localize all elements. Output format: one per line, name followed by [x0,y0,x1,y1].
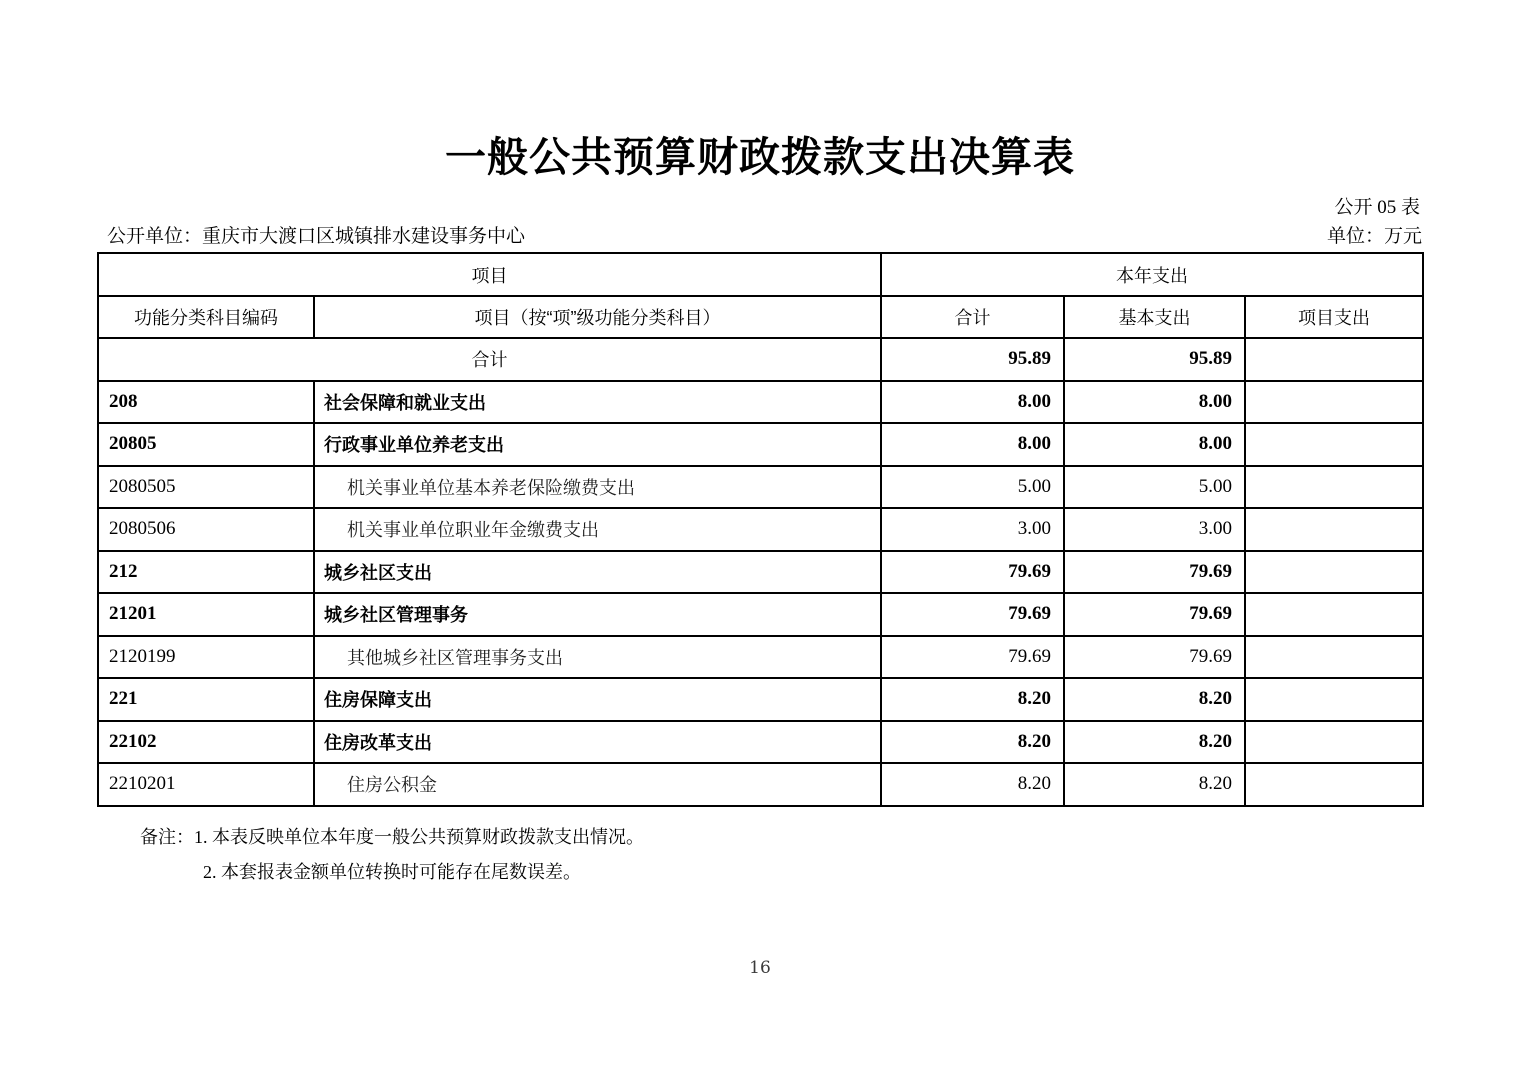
code-cell: 2080506 [98,508,314,551]
project-value-cell [1245,338,1423,381]
item-name-cell: 其他城乡社区管理事务支出 [314,636,881,679]
column-header-project: 项目支出 [1245,296,1423,338]
table-row [98,338,1423,381]
total-value-cell: 79.69 [881,551,1064,594]
page-number: 16 [749,958,771,978]
total-value-cell: 79.69 [881,636,1064,679]
note-text-1: 1. 本表反映单位本年度一般公共预算财政拨款支出情况。 [194,827,644,847]
basic-value-cell: 95.89 [1064,338,1245,381]
item-name-cell: 城乡社区管理事务 [314,593,881,636]
code-cell: 21201 [98,593,314,636]
basic-value-cell: 8.00 [1064,381,1245,424]
basic-value-cell: 8.20 [1064,763,1245,806]
basic-value-cell: 8.20 [1064,678,1245,721]
item-name-cell: 社会保障和就业支出 [314,381,881,424]
column-header-basic: 基本支出 [1064,296,1245,338]
project-value-cell [1245,721,1423,764]
total-value-cell: 8.00 [881,381,1064,424]
code-cell: 221 [98,678,314,721]
project-value-cell [1245,763,1423,806]
table-header [98,253,1423,338]
code-cell: 2210201 [98,763,314,806]
item-name-cell: 住房保障支出 [314,678,881,721]
project-value-cell [1245,381,1423,424]
code-cell: 2120199 [98,636,314,679]
basic-value-cell: 3.00 [1064,508,1245,551]
code-cell: 2080505 [98,466,314,509]
code-cell: 212 [98,551,314,594]
basic-value-cell: 5.00 [1064,466,1245,509]
page-title: 一般公共预算财政拨款支出决算表 [445,134,1075,180]
item-name-cell: 机关事业单位基本养老保险缴费支出 [314,466,881,509]
basic-value-cell: 79.69 [1064,593,1245,636]
code-cell: 22102 [98,721,314,764]
table-row [98,381,1423,424]
basic-value-cell: 8.20 [1064,721,1245,764]
item-name-cell: 合计 [98,338,881,381]
table-row [98,678,1423,721]
total-value-cell: 95.89 [881,338,1064,381]
item-name-cell: 行政事业单位养老支出 [314,423,881,466]
item-name-cell: 住房公积金 [314,763,881,806]
project-value-cell [1245,423,1423,466]
project-value-cell [1245,636,1423,679]
table-row [98,721,1423,764]
total-value-cell: 8.20 [881,721,1064,764]
basic-value-cell: 79.69 [1064,551,1245,594]
column-header-item: 项目（按“项”级功能分类科目） [314,296,881,338]
money-unit-label: 单位：万元 [1326,226,1422,247]
code-cell: 20805 [98,423,314,466]
item-name-cell: 机关事业单位职业年金缴费支出 [314,508,881,551]
table-row [98,423,1423,466]
form-number-label: 公开 05 表 [1334,197,1420,218]
table-row [98,508,1423,551]
notes-label: 备注： [140,827,194,847]
total-value-cell: 8.00 [881,423,1064,466]
project-value-cell [1245,678,1423,721]
column-header-total: 合计 [881,296,1064,338]
total-value-cell: 79.69 [881,593,1064,636]
table-row [98,636,1423,679]
meta-row [107,221,1422,248]
basic-value-cell: 8.00 [1064,423,1245,466]
total-value-cell: 8.20 [881,763,1064,806]
item-name-cell: 住房改革支出 [314,721,881,764]
total-value-cell: 5.00 [881,466,1064,509]
note-line-1 [140,820,644,855]
notes [140,820,644,890]
code-cell: 208 [98,381,314,424]
column-group-item: 项目 [98,253,881,296]
column-header-code: 功能分类科目编码 [98,296,314,338]
table-body [98,338,1423,806]
project-value-cell [1245,508,1423,551]
basic-value-cell: 79.69 [1064,636,1245,679]
table-row [98,593,1423,636]
column-group-current-year: 本年支出 [881,253,1423,296]
note-line-2: 2. 本套报表金额单位转换时可能存在尾数误差。 [203,862,581,882]
table-row [98,466,1423,509]
total-value-cell: 3.00 [881,508,1064,551]
project-value-cell [1245,593,1423,636]
budget-table [97,252,1424,807]
total-value-cell: 8.20 [881,678,1064,721]
project-value-cell [1245,466,1423,509]
item-name-cell: 城乡社区支出 [314,551,881,594]
header-group-row [98,253,1423,296]
table-row [98,763,1423,806]
table-row [98,551,1423,594]
header-cols-row [98,296,1423,338]
project-value-cell [1245,551,1423,594]
publishing-unit-label: 公开单位：重庆市大渡口区城镇排水建设事务中心 [107,226,526,247]
